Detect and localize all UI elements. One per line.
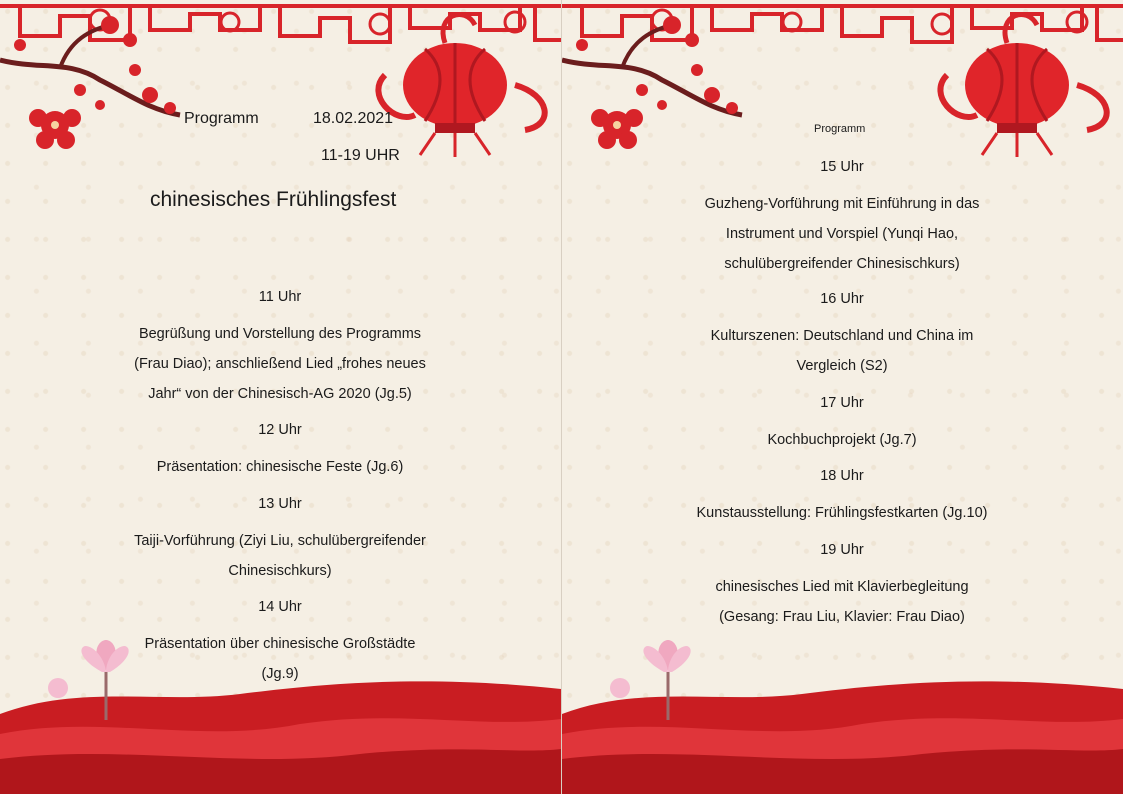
item-text: Vergleich (S2) [796,358,888,374]
item-time: 13 Uhr [258,496,302,512]
item-time: 12 Uhr [258,422,302,438]
event-time: 11-19 UHR [321,147,400,164]
program-item-13 [110,489,450,586]
left-page [0,0,561,794]
item-time: 16 Uhr [820,291,864,307]
header-label: Programm [814,123,866,135]
item-text: (Gesang: Frau Liu, Klavier: Frau Diao) [719,609,965,625]
item-text: Kulturszenen: Deutschland und China im [710,328,974,344]
event-date: 18.02.2021 [313,110,394,127]
item-time: 15 Uhr [820,159,864,175]
program-item-19 [672,535,1012,632]
item-text: schulübergreifender Chinesischkurs) [724,256,960,272]
lotus-icon [40,640,150,730]
item-text: Taiji-Vorführung (Ziyi Liu, schulübergreifender [134,533,426,549]
item-text: (Jg.9) [261,666,299,682]
item-time: 14 Uhr [258,599,302,615]
program-item-18 [672,461,1012,528]
item-text: Guzheng-Vorführung mit Einführung in das [704,196,980,212]
item-time: 17 Uhr [820,395,864,411]
item-text: Kunstausstellung: Frühlingsfestkarten (Jg.10) [696,505,988,521]
item-text: Instrument und Vorspiel (Yunqi Hao, [725,226,959,242]
item-time: 18 Uhr [820,468,864,484]
item-text: chinesisches Lied mit Klavierbegleitung [715,579,969,595]
program-item-17 [672,388,1012,455]
page-title: chinesisches Frühlingsfest [150,188,397,211]
program-item-12 [110,415,450,482]
lantern-icon [562,0,1123,160]
item-text: Begrüßung und Vorstellung des Programms [138,326,422,342]
right-page [562,0,1123,794]
program-item-11 [110,282,450,409]
program-item-16 [672,284,1012,381]
item-text: Chinesischkurs) [228,563,332,579]
lantern-icon [0,0,561,160]
item-time: 11 Uhr [258,289,302,305]
item-time: 19 Uhr [820,542,864,558]
header-label: Programm [184,110,259,127]
program-item-15 [672,152,1012,279]
item-text: (Frau Diao); anschließend Lied „frohes neues [134,356,426,372]
item-text: Jahr“ von der Chinesisch-AG 2020 (Jg.5) [148,386,412,402]
item-text: Präsentation: chinesische Feste (Jg.6) [156,459,404,475]
lotus-icon [602,640,712,730]
item-text: Kochbuchprojekt (Jg.7) [767,432,917,448]
item-text: Präsentation über chinesische Großstädte [144,636,416,652]
